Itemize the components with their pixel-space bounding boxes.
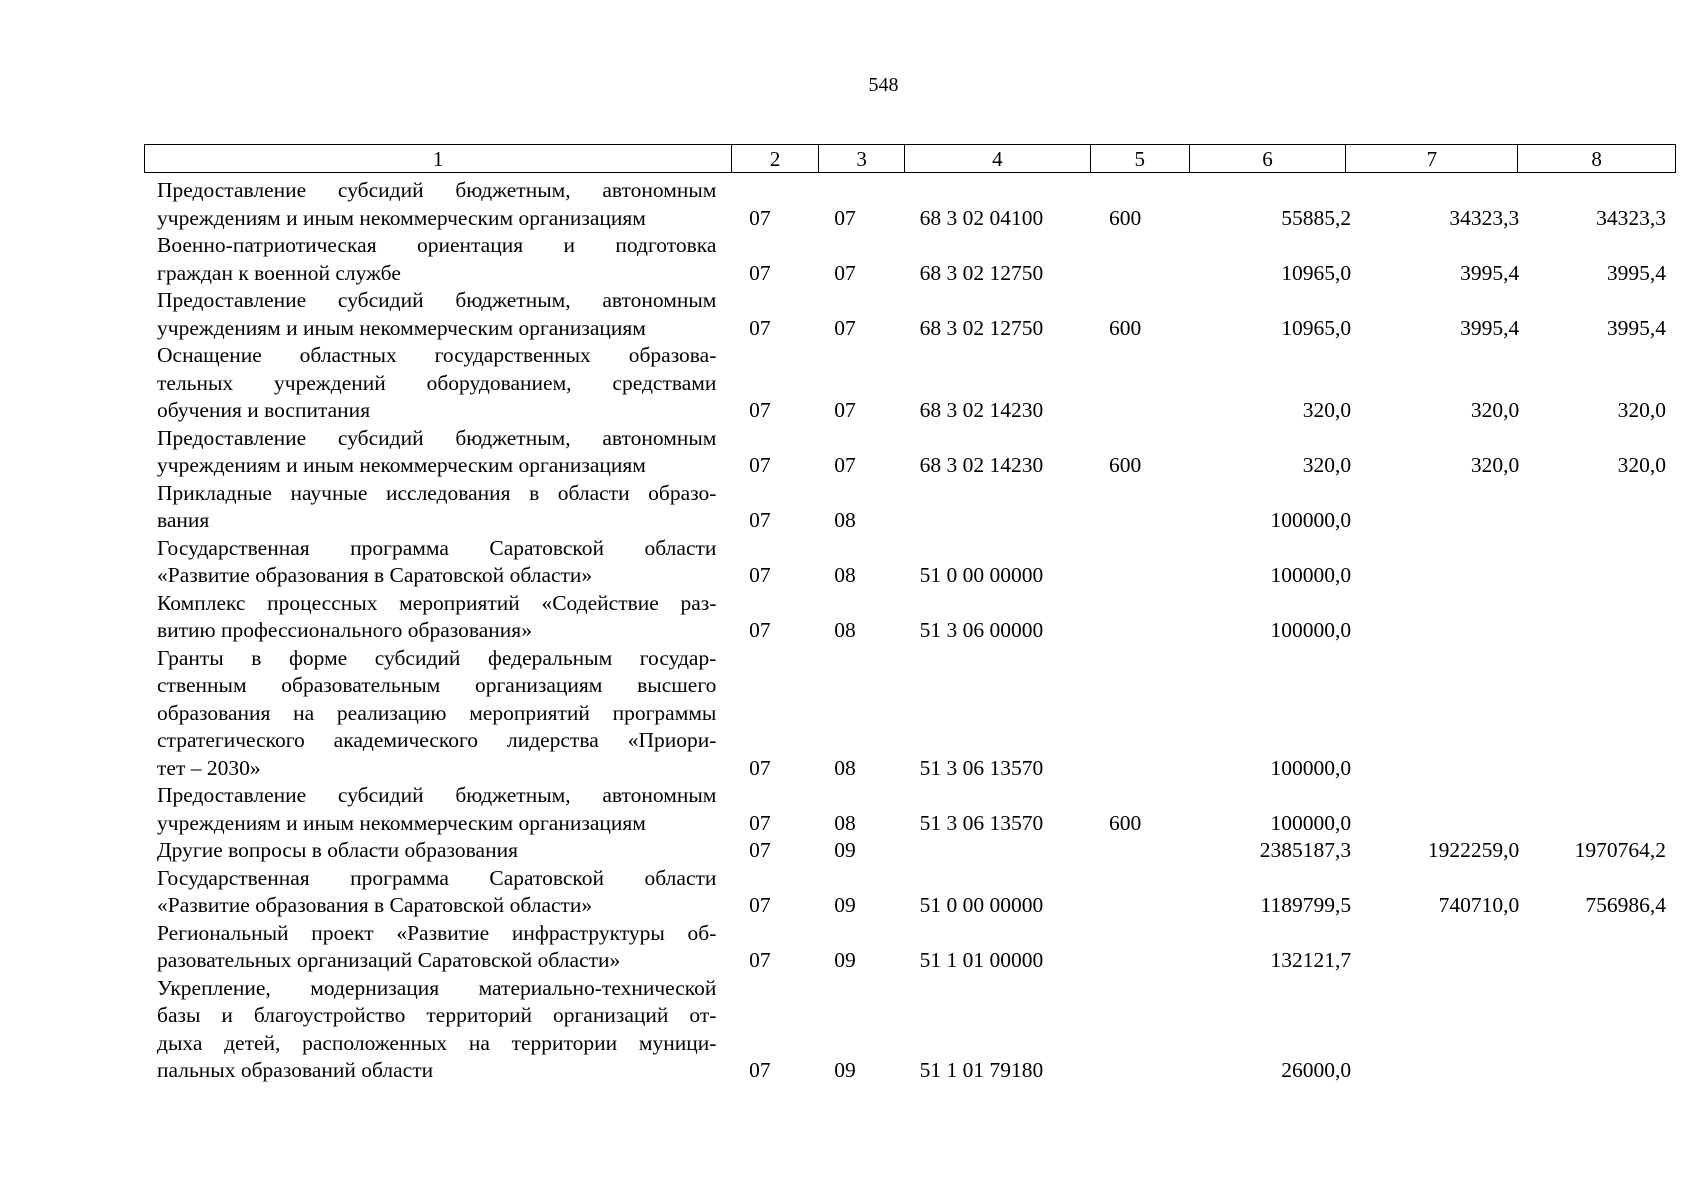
header-col-6: 6 [1190, 145, 1347, 172]
row-name-line: Гранты в форме субсидий федеральным государ- [157, 645, 717, 670]
row-name-line: Комплекс процессных мероприятий «Содействие раз- [157, 590, 717, 615]
row-name [157, 287, 716, 342]
section-code: 07 [749, 260, 771, 285]
target-article-code: 68 3 02 14230 [919, 398, 1044, 422]
section-code: 07 [749, 618, 771, 642]
row-name-line: вания [157, 508, 210, 532]
row-name-line: Государственная программа Саратовской области [157, 865, 717, 890]
section-code: 07 [749, 1058, 771, 1082]
row-name-line: обучения и воспитания [157, 398, 371, 422]
table-row [157, 232, 1666, 287]
amount-col-8: 756986,4 [1585, 893, 1666, 917]
section-code: 07 [749, 810, 771, 835]
amount-col-6: 1189799,5 [1260, 893, 1352, 917]
row-name-line: Военно-патриотическая ориентация и подготовка [157, 233, 717, 257]
section-code: 07 [749, 453, 771, 477]
amount-col-7: 3995,4 [1460, 260, 1520, 285]
subsection-code: 07 [834, 260, 856, 285]
header-col-1: 1 [145, 145, 732, 172]
target-article-code: 68 3 02 12750 [919, 260, 1044, 285]
subsection-code: 07 [834, 453, 856, 477]
row-name-line: учреждениям и иным некоммерческим организациям [157, 810, 646, 835]
section-code: 07 [749, 755, 771, 780]
header-col-5: 5 [1091, 145, 1190, 172]
amount-col-7: 34323,3 [1449, 205, 1520, 230]
table-row [157, 177, 1666, 232]
row-name-line: дыха детей, расположенных на территории муници- [157, 1030, 717, 1055]
row-name-line: Укрепление, модернизация материально-технической [157, 975, 717, 1000]
target-article-code: 51 3 06 13570 [919, 810, 1044, 835]
target-article-code: 51 0 00 00000 [919, 563, 1044, 587]
expense-type-code: 600 [1109, 810, 1142, 835]
table-row [157, 480, 1666, 535]
row-name [157, 865, 716, 920]
amount-col-6: 320,0 [1302, 398, 1352, 422]
subsection-code: 07 [834, 315, 856, 340]
row-name-line: Предоставление субсидий бюджетным, автономным [157, 288, 717, 312]
row-name [157, 782, 716, 837]
subsection-code: 07 [834, 205, 856, 230]
row-name-line: разовательных организаций Саратовской области» [157, 948, 621, 972]
header-col-2: 2 [732, 145, 819, 172]
target-article-code: 51 1 01 00000 [919, 948, 1044, 972]
amount-col-8: 34323,3 [1596, 205, 1666, 230]
row-name-line: учреждениям и иным некоммерческим организациям [157, 205, 646, 230]
target-article-code: 68 3 02 14230 [919, 453, 1044, 477]
header-col-4: 4 [905, 145, 1091, 172]
expense-type-code: 600 [1109, 205, 1142, 230]
table-row [157, 287, 1666, 342]
subsection-code: 08 [834, 755, 856, 780]
subsection-code: 08 [834, 810, 856, 835]
amount-col-6: 10965,0 [1281, 260, 1352, 285]
row-name-line: витию профессионального образования» [157, 618, 532, 642]
target-article-code: 51 3 06 00000 [919, 618, 1044, 642]
amount-col-8: 320,0 [1617, 453, 1666, 477]
subsection-code: 07 [834, 398, 856, 422]
amount-col-7: 320,0 [1470, 398, 1520, 422]
amount-col-6: 100000,0 [1270, 508, 1352, 532]
row-name-line: «Развитие образования в Саратовской области» [157, 563, 593, 587]
row-name-line: граждан к военной службе [157, 260, 401, 285]
subsection-code: 09 [834, 1058, 856, 1082]
amount-col-7: 3995,4 [1460, 315, 1520, 340]
row-name-line: образования на реализацию мероприятий программы [157, 700, 717, 725]
section-code: 07 [749, 315, 771, 340]
amount-col-8: 320,0 [1617, 398, 1666, 422]
row-name-line: Региональный проект «Развитие инфраструктуры об- [157, 920, 717, 945]
subsection-code: 09 [834, 893, 856, 917]
target-article-code: 51 1 01 79180 [919, 1058, 1044, 1082]
amount-col-8: 3995,4 [1606, 315, 1666, 340]
row-name [157, 535, 716, 590]
table-row [157, 645, 1666, 783]
amount-col-6: 100000,0 [1270, 563, 1352, 587]
expense-type-code: 600 [1109, 453, 1142, 477]
row-name [157, 342, 716, 425]
amount-col-6: 100000,0 [1270, 755, 1352, 780]
header-col-3: 3 [819, 145, 905, 172]
row-name-line: Другие вопросы в области образования [157, 838, 518, 862]
section-code: 07 [749, 893, 771, 917]
row-name-line: учреждениям и иным некоммерческим организациям [157, 453, 646, 477]
row-name-line: Государственная программа Саратовской области [157, 535, 717, 560]
expense-type-code: 600 [1109, 315, 1142, 340]
subsection-code: 08 [834, 618, 856, 642]
section-code: 07 [749, 838, 771, 862]
row-name-line: «Развитие образования в Саратовской области» [157, 893, 593, 917]
section-code: 07 [749, 563, 771, 587]
row-name [157, 645, 716, 783]
subsection-code: 08 [834, 508, 856, 532]
row-name [157, 837, 716, 865]
row-name [157, 480, 716, 535]
amount-col-6: 26000,0 [1281, 1058, 1352, 1082]
row-name [157, 177, 716, 232]
row-name [157, 920, 716, 975]
row-name-line: Оснащение областных государственных образова- [157, 343, 717, 367]
row-name-line: стратегического академического лидерства «Приори- [157, 728, 717, 752]
amount-col-6: 55885,2 [1281, 205, 1352, 230]
row-name-line: тет – 2030» [157, 755, 261, 780]
subsection-code: 09 [834, 838, 856, 862]
amount-col-6: 132121,7 [1270, 948, 1352, 972]
row-name-line: учреждениям и иным некоммерческим организациям [157, 315, 646, 340]
table-row [157, 865, 1666, 920]
amount-col-8: 1970764,2 [1574, 838, 1666, 862]
target-article-code: 51 0 00 00000 [919, 893, 1044, 917]
header-col-7: 7 [1346, 145, 1518, 172]
target-article-code: 68 3 02 12750 [919, 315, 1044, 340]
section-code: 07 [749, 205, 771, 230]
section-code: 07 [749, 398, 771, 422]
row-name [157, 590, 716, 645]
row-name [157, 975, 716, 1085]
table-body [157, 177, 1666, 1085]
table-row [157, 920, 1666, 975]
table-row [157, 975, 1666, 1085]
subsection-code: 08 [834, 563, 856, 587]
row-name-line: пальных образований области [157, 1058, 434, 1082]
amount-col-7: 1922259,0 [1427, 838, 1520, 862]
row-name-line: Прикладные научные исследования в области образо- [157, 480, 717, 505]
amount-col-7: 320,0 [1470, 453, 1520, 477]
row-name-line: тельных учреждений оборудованием, средствами [157, 370, 717, 395]
table-row [157, 837, 1666, 865]
table-row [157, 590, 1666, 645]
row-name [157, 232, 716, 287]
amount-col-7: 740710,0 [1438, 893, 1520, 917]
row-name-line: базы и благоустройство территорий организаций от- [157, 1003, 717, 1027]
amount-col-6: 10965,0 [1281, 315, 1352, 340]
table-header [144, 144, 1676, 173]
row-name-line: Предоставление субсидий бюджетным, автономным [157, 783, 717, 807]
amount-col-6: 100000,0 [1270, 810, 1352, 835]
table-row [157, 425, 1666, 480]
row-name-line: Предоставление субсидий бюджетным, автономным [157, 178, 717, 202]
section-code: 07 [749, 508, 771, 532]
page-number: 548 [868, 74, 899, 96]
row-name-line: ственным образовательным организациям высшего [157, 673, 717, 697]
amount-col-6: 100000,0 [1270, 618, 1352, 642]
subsection-code: 09 [834, 948, 856, 972]
table-row [157, 342, 1666, 425]
table-row [157, 535, 1666, 590]
amount-col-6: 2385187,3 [1259, 838, 1352, 862]
row-name-line: Предоставление субсидий бюджетным, автономным [157, 425, 717, 450]
amount-col-6: 320,0 [1302, 453, 1352, 477]
target-article-code: 51 3 06 13570 [919, 755, 1044, 780]
header-col-8: 8 [1591, 147, 1602, 171]
section-code: 07 [749, 948, 771, 972]
target-article-code: 68 3 02 04100 [919, 205, 1044, 230]
row-name [157, 425, 716, 480]
table-row [157, 782, 1666, 837]
amount-col-8: 3995,4 [1606, 260, 1666, 285]
